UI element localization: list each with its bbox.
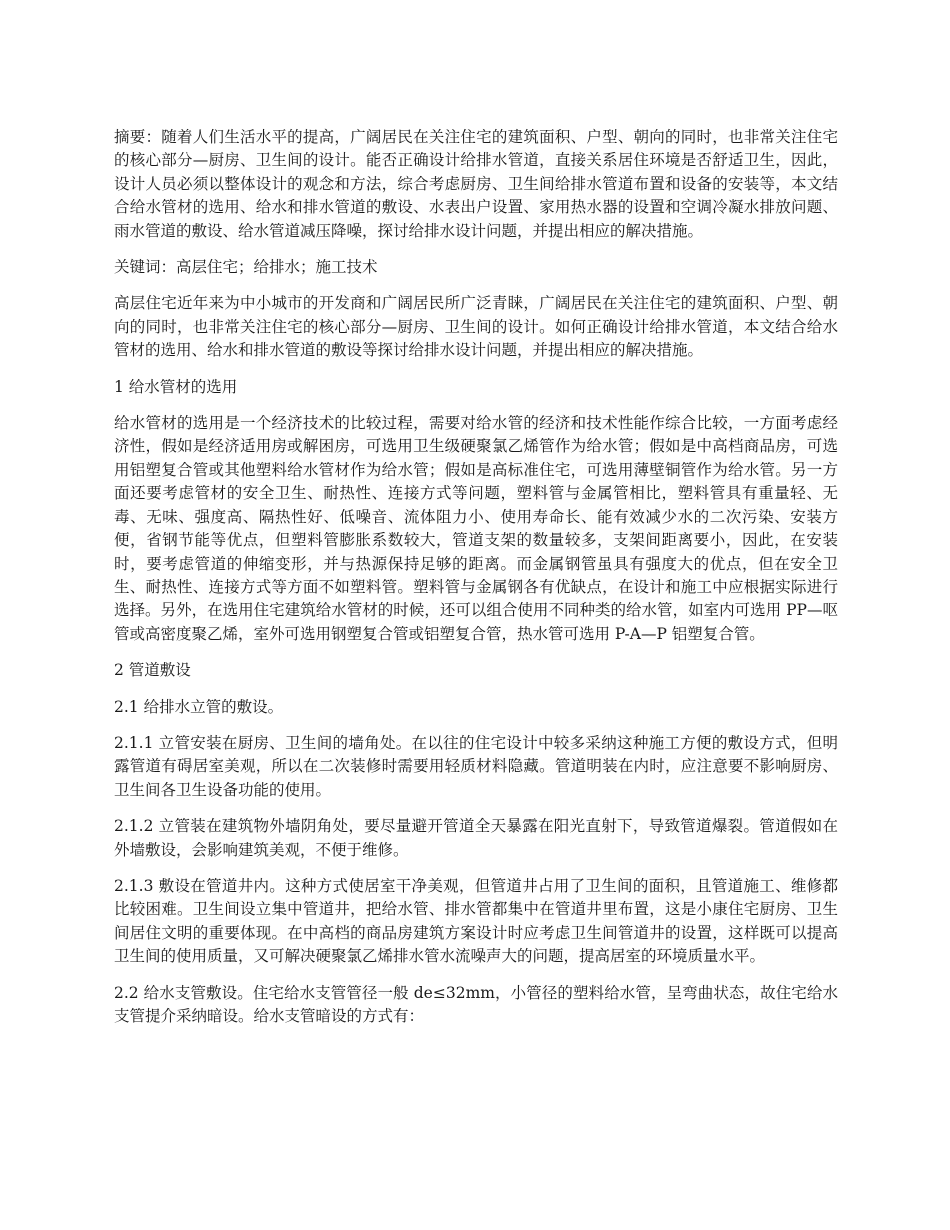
section-1-heading: 1 给水管材的选用 [114, 377, 238, 396]
section-2-1-heading: 2.1 给排水立管的敷设。 [114, 697, 284, 716]
section-2-2-paragraph: 2.2 给水支管敷设。住宅给水支管管径一般 de≤32mm，小管径的塑料给水管，呈弯曲状态，故住宅给水支管提介采纳暗设。给水支管暗设的方式有： [114, 983, 838, 1025]
abstract-paragraph: 摘要：随着人们生活水平的提高，广阔居民在关注住宅的建筑面积、户型、朝向的同时，也非常关注住宅的核心部分—厨房、卫生间的设计。能否正确设计给排水管道，直接关系居住环境是否舒适卫生，因此，设计人员必须以整体设计的观念和方法，综合考虑厨房、卫生间给排水管道布置和设备的安装等，本文结合给水管材的选用、给水和排水管道的敷设、水表出户设置、家用热水器的设置和空调冷凝水排放问题、雨水管道的敷设、给水管道减压降噪，探讨给排水设计问题，并提出相应的解决措施。 [114, 128, 838, 240]
section-2-1-3-paragraph: 2.1.3 敷设在管道井内。这种方式使居室干净美观，但管道井占用了卫生间的面积，且管道施工、维修都比较困难。卫生间设立集中管道井，把给水管、排水管都集中在管道井里布置，这是小康住宅厨房、卫生间居住文明的重要体现。在中高档的商品房建筑方案设计时应考虑卫生间管道井的设置，这样既可以提高卫生间的使用质量，又可解决硬聚氯乙烯排水管水流噪声大的问题，提高居室的环境质量水平。 [114, 876, 838, 966]
section-2-1-1-paragraph: 2.1.1 立管安装在厨房、卫生间的墙角处。在以往的住宅设计中较多采纳这种施工方便的敷设方式，但明露管道有碍居室美观，所以在二次装修时需要用轻质材料隐藏。管道明装在内时，应注意要不影响厨房、卫生间各卫生设备功能的使用。 [114, 733, 838, 799]
intro-paragraph: 高层住宅近年来为中小城市的开发商和广阔居民所广泛青睐，广阔居民在关注住宅的建筑面积、户型、朝向的同时，也非常关注住宅的核心部分—厨房、卫生间的设计。如何正确设计给排水管道，本文结合给水管材的选用、给水和排水管道的敷设等探讨给排水设计问题，并提出相应的解决措施。 [114, 294, 838, 360]
document-page [114, 126, 838, 1041]
section-2-heading: 2 管道敷设 [114, 661, 191, 680]
section-1-body: 给水管材的选用是一个经济技术的比较过程，需要对给水管的经济和技术性能作综合比较，一方面考虑经济性，假如是经济适用房或解困房，可选用卫生级硬聚氯乙烯管作为给水管；假如是中高档商品房，可选用铝塑复合管或其他塑料给水管材作为给水管；假如是高标准住宅，可选用薄壁铜管作为给水管。另一方面还要考虑管材的安全卫生、耐热性、连接方式等问题，塑料管与金属管相比，塑料管具有重量轻、无毒、无味、强度高、隔热性好、低噪音、流体阻力小、使用寿命长、能有效减少水的二次污染、安装方便，省钢节能等优点，但塑料管膨胀系数较大，管道支架的数量较多，支架间距离要小，因此，在安装时，要考虑管道的伸缩变形，并与热源保持足够的距离。而金属钢管虽具有强度大的优点，但在安全卫生、耐热性、连接方式等方面不如塑料管。塑料管与金属钢各有优缺点，在设计和施工中应根据实际进行选择。另外，在选用住宅建筑给水管材的时候，还可以组合使用不同种类的给水管，如室内可选用 PP—呕管或高密度聚乙烯，室外可选用钢塑复合管或铝塑复合管，热水管可选用 P-A—P 铝塑复合管。 [114, 414, 838, 643]
keywords-line: 关键词：高层住宅；给排水；施工技术 [114, 258, 378, 277]
section-2-1-2-paragraph: 2.1.2 立管装在建筑物外墙阴角处，要尽量避开管道全天暴露在阳光直射下，导致管道爆裂。管道假如在外墙敷设，会影响建筑美观，不便于维修。 [114, 817, 838, 859]
